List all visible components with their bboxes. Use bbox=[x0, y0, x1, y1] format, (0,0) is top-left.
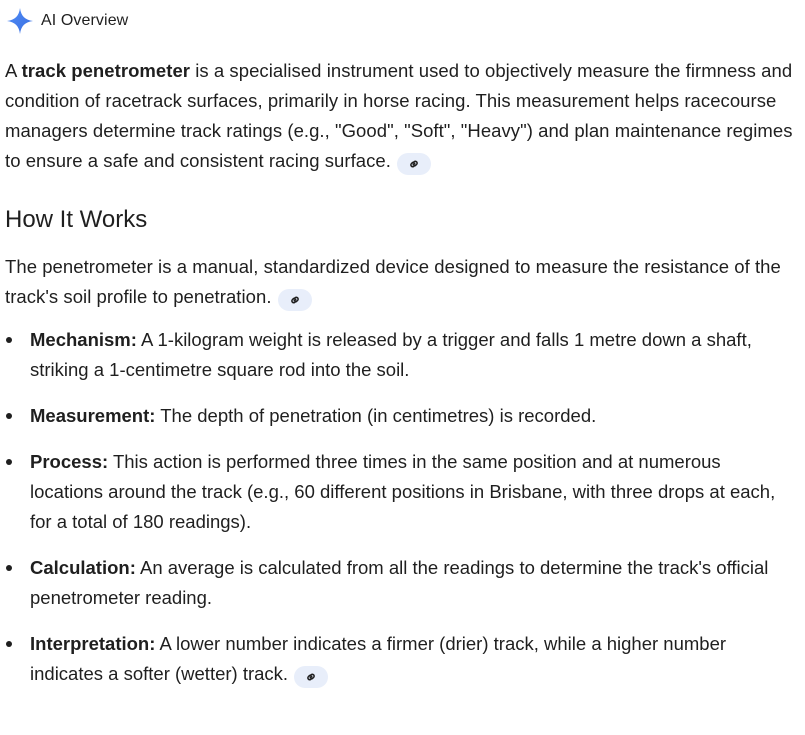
list-item-label: Calculation: bbox=[30, 557, 136, 578]
intro-paragraph bbox=[5, 56, 795, 176]
sparkle-icon bbox=[5, 6, 35, 36]
list-item-text: A 1-kilogram weight is released by a trigger and falls 1 metre down a shaft, striking a 1-centimetre square rod into the soil. bbox=[30, 329, 752, 380]
list-item-label: Mechanism: bbox=[30, 329, 137, 350]
bullet-dot bbox=[6, 413, 12, 419]
section-paragraph-text: The penetrometer is a manual, standardized device designed to measure the resistance of the track's soil profile to penetration. bbox=[5, 256, 781, 307]
link-icon bbox=[408, 158, 420, 170]
list-item-label: Interpretation: bbox=[30, 633, 156, 654]
source-link-chip[interactable] bbox=[278, 289, 312, 311]
list-item-label: Process: bbox=[30, 451, 109, 472]
section-heading: How It Works bbox=[5, 206, 148, 233]
list-item bbox=[5, 447, 795, 537]
list-item-text: This action is performed three times in the same position and at numerous locations around the track (e.g., 60 different positions in Brisbane, with three drops at each, for a total of 180 readings). bbox=[30, 451, 776, 532]
list-item bbox=[5, 325, 795, 385]
intro-prefix: A bbox=[5, 60, 22, 81]
list-item-text: The depth of penetration (in centimetres) is recorded. bbox=[155, 405, 597, 426]
ai-overview-panel bbox=[0, 1, 805, 689]
list-item-text: An average is calculated from all the readings to determine the track's official penetrometer reading. bbox=[30, 557, 769, 608]
list-item-text: A lower number indicates a firmer (drier) track, while a higher number indicates a softer (wetter) track. bbox=[30, 633, 727, 684]
intro-term: track penetrometer bbox=[21, 60, 191, 81]
intro-text: is a specialised instrument used to objectively measure the firmness and condition of racetrack surfaces, primarily in horse racing. This measurement helps racecourse managers determine track ratings (e.g., "Good", "Soft", "Heavy") and plan maintenance regimes to ensure a safe and consistent racing surface. bbox=[5, 60, 793, 171]
bullet-dot bbox=[6, 565, 12, 571]
bullet-list bbox=[5, 325, 795, 689]
link-icon bbox=[305, 671, 317, 683]
link-icon bbox=[289, 294, 301, 306]
ai-overview-header bbox=[5, 1, 795, 41]
list-item bbox=[5, 401, 795, 431]
section-paragraph bbox=[5, 252, 795, 312]
list-item bbox=[5, 629, 795, 689]
source-link-chip[interactable] bbox=[397, 153, 431, 175]
ai-overview-title: AI Overview bbox=[41, 12, 129, 29]
bullet-dot bbox=[6, 641, 12, 647]
list-item bbox=[5, 553, 795, 613]
bullet-dot bbox=[6, 459, 12, 465]
list-item-label: Measurement: bbox=[30, 405, 156, 426]
bullet-dot bbox=[6, 337, 12, 343]
source-link-chip[interactable] bbox=[294, 666, 328, 688]
